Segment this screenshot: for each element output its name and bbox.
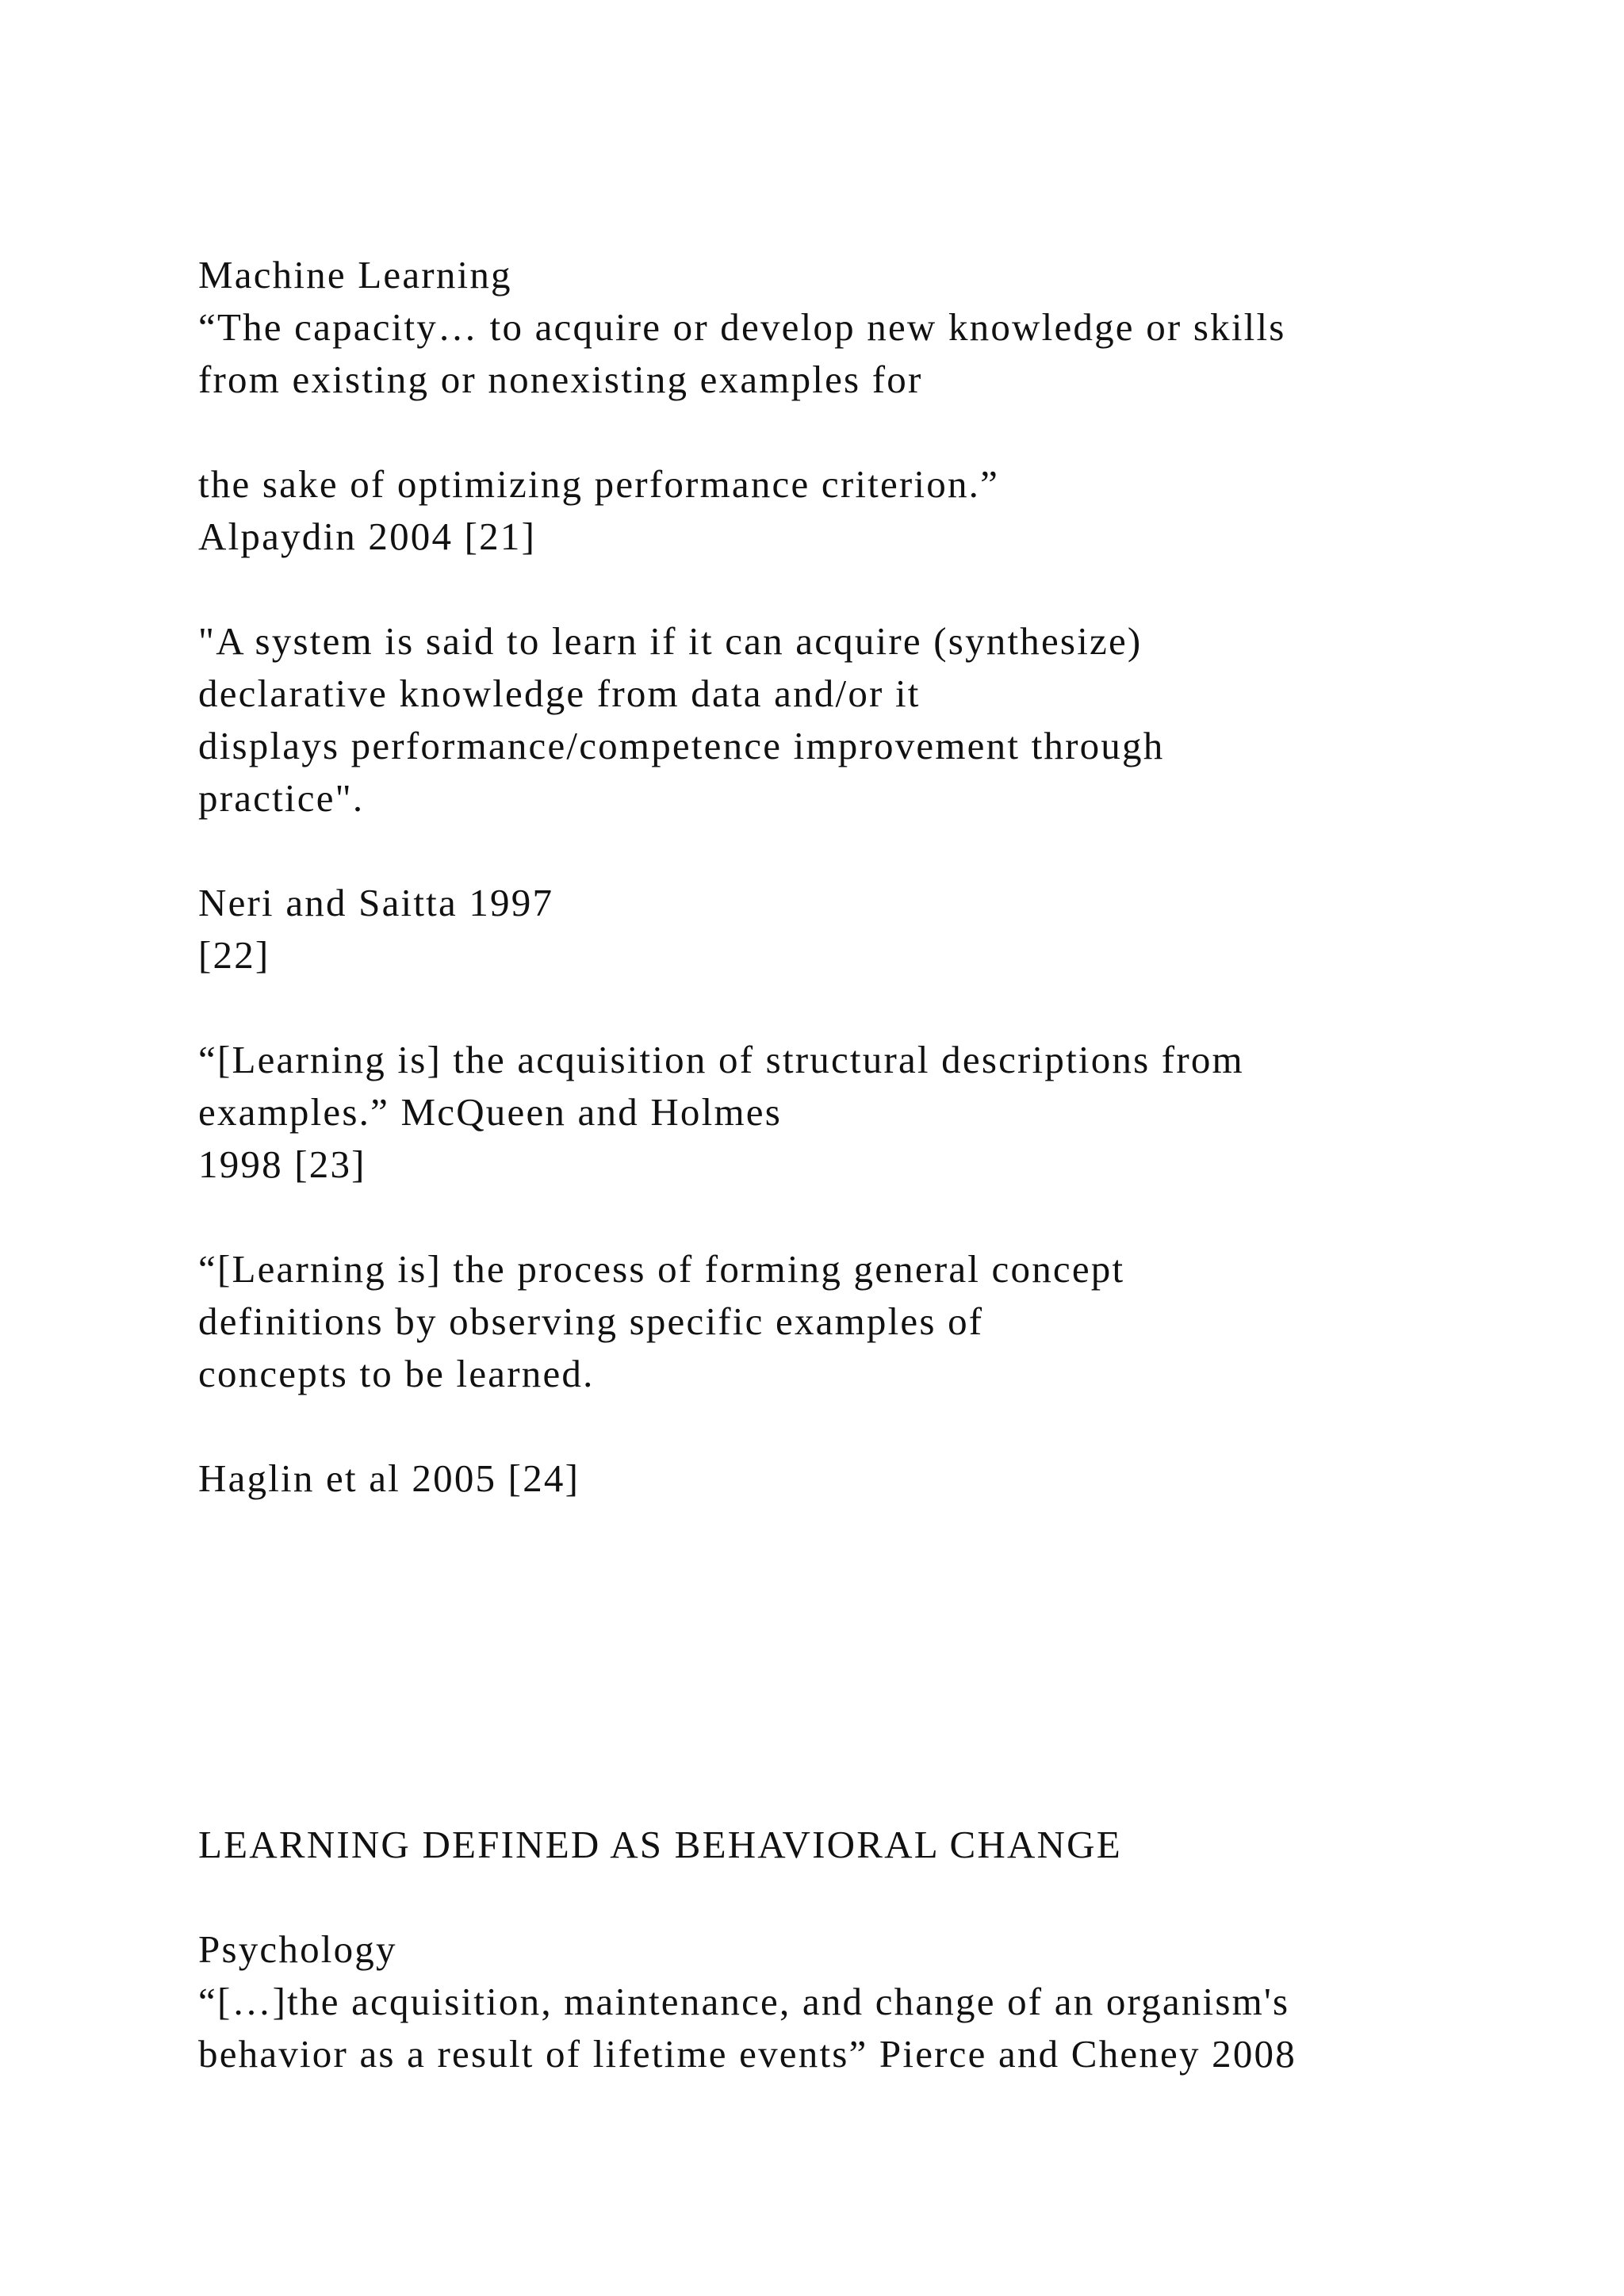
- text-line: behavior as a result of lifetime events” Pierce and Cheney 2008: [198, 2032, 1297, 2076]
- text-line: “[Learning is] the acquisition of structural descriptions from: [198, 1038, 1244, 1081]
- text-line: “[Learning is] the process of forming general concept: [198, 1247, 1125, 1291]
- citation-line: Haglin et al 2005 [24]: [198, 1456, 580, 1500]
- citation-line: [22]: [198, 933, 270, 977]
- text-line: practice".: [198, 776, 365, 820]
- text-line: examples.” McQueen and Holmes: [198, 1090, 782, 1134]
- section-heading-behavioral-change: LEARNING DEFINED AS BEHAVIORAL CHANGE: [198, 1823, 1122, 1866]
- text-line: "A system is said to learn if it can acquire (synthesize): [198, 619, 1143, 663]
- text-line: displays performance/competence improvement through: [198, 724, 1165, 767]
- citation-line: 1998 [23]: [198, 1142, 366, 1186]
- text-line: declarative knowledge from data and/or it: [198, 672, 921, 715]
- text-line: “[…]the acquisition, maintenance, and change of an organism's: [198, 1980, 1290, 2023]
- text-line: definitions by observing specific examples of: [198, 1299, 984, 1343]
- text-line: from existing or nonexisting examples for: [198, 358, 923, 401]
- text-line: “The capacity… to acquire or develop new knowledge or skills: [198, 305, 1286, 349]
- text-line: concepts to be learned.: [198, 1352, 595, 1395]
- citation-line: Neri and Saitta 1997: [198, 881, 554, 924]
- subheading-psychology: Psychology: [198, 1927, 397, 1971]
- section-heading-machine-learning: Machine Learning: [198, 253, 512, 297]
- citation-line: Alpaydin 2004 [21]: [198, 515, 537, 558]
- text-line: the sake of optimizing performance criterion.”: [198, 462, 1000, 506]
